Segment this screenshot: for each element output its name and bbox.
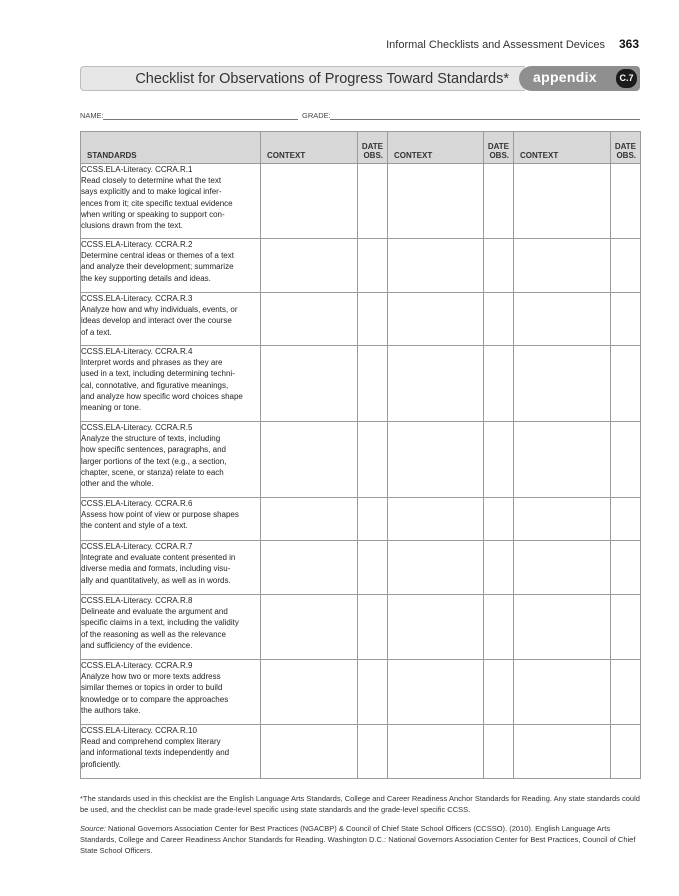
running-head [386,37,639,51]
table-header-row [81,132,641,164]
standard-description: Interpret words and phrases as they are used in a text, including determining techni- cal, connotative, and figurative meanings, and analyze how specific word choices shape meaning or tone. [81,358,243,413]
date-cell[interactable] [611,498,641,541]
standard-code: CCSS.ELA-Literacy. CCRA.R.8 [81,596,193,605]
standard-code: CCSS.ELA-Literacy. CCRA.R.7 [81,542,193,551]
context-cell[interactable] [514,498,611,541]
date-cell[interactable] [611,239,641,293]
source-text: National Governors Association Center for Best Practices (NGACBP) & Council of Chief State School Officers (CCSSO). (2010). English Language Arts Standards, College and Career Readiness Anchor Standards for Reading. Washington D.C.: National Governors Association Center for Best Practices, Council of Chief State School Officers. [80,824,636,855]
standard-description: Assess how point of view or purpose shapes the content and style of a text. [81,510,239,531]
standard-code: CCSS.ELA-Literacy. CCRA.R.1 [81,165,193,174]
standard-description: Determine central ideas or themes of a text and analyze their development; summarize the key supporting details and ideas. [81,251,234,283]
context-cell[interactable] [514,239,611,293]
context-cell[interactable] [514,346,611,422]
date-cell[interactable] [484,422,514,498]
context-cell[interactable] [261,725,358,779]
header-date-obs-1-text: DATE OBS. [361,142,383,160]
date-cell[interactable] [611,660,641,725]
standard-description: Delineate and evaluate the argument and specific claims in a text, including the validity of the reasoning as well as the relevance and sufficiency of the evidence. [81,607,239,650]
header-context-2: CONTEXT [388,132,484,164]
standard-code: CCSS.ELA-Literacy. CCRA.R.5 [81,423,193,432]
date-cell[interactable] [358,346,388,422]
date-cell[interactable] [358,541,388,595]
context-cell[interactable] [514,660,611,725]
page-title: Checklist for Observations of Progress Toward Standards* [135,71,509,87]
context-cell[interactable] [388,541,484,595]
context-cell[interactable] [261,541,358,595]
context-cell[interactable] [388,293,484,346]
table-row [81,239,641,293]
standard-code: CCSS.ELA-Literacy. CCRA.R.10 [81,726,197,735]
context-cell[interactable] [261,595,358,660]
standard-description: Read and comprehend complex literary and informational texts independently and proficiently. [81,737,230,769]
standard-cell [81,293,261,346]
context-cell[interactable] [388,346,484,422]
date-cell[interactable] [484,595,514,660]
context-cell[interactable] [261,422,358,498]
date-cell[interactable] [611,422,641,498]
standards-checklist-table [80,131,641,779]
source-label: Source: [80,824,106,833]
date-cell[interactable] [484,498,514,541]
context-cell[interactable] [261,239,358,293]
date-cell[interactable] [611,725,641,779]
date-cell[interactable] [611,541,641,595]
context-cell[interactable] [261,293,358,346]
date-cell[interactable] [484,293,514,346]
header-date-obs-2 [484,132,514,164]
context-cell[interactable] [388,595,484,660]
header-standards: STANDARDS [81,132,261,164]
context-cell[interactable] [388,660,484,725]
context-cell[interactable] [261,660,358,725]
standard-code: CCSS.ELA-Literacy. CCRA.R.2 [81,240,193,249]
header-date-obs-2-text: DATE OBS. [487,142,509,160]
footnote: *The standards used in this checklist are the English Language Arts Standards, College and Career Readiness Anchor Standards for Reading. Any state standards could be used, and the checklist can be made grade-level specific using state standards and the grade-level specific CCSS. [80,794,640,814]
title-bar [80,66,525,91]
standard-description: Analyze the structure of texts, including how specific sentences, paragraphs, and larger portions of the text (e.g., a section, chapter, scene, or stanza) relate to each other and the whole. [81,434,227,489]
context-cell[interactable] [388,422,484,498]
context-cell[interactable] [261,346,358,422]
date-cell[interactable] [358,498,388,541]
source-citation [80,823,640,856]
context-cell[interactable] [514,164,611,239]
standard-cell [81,595,261,660]
date-cell[interactable] [611,595,641,660]
standard-description: Read closely to determine what the text says explicitly and to make logical infer- ences from it; cite specific textual evidence when writing or speaking to support con- clusions drawn from the text. [81,176,233,231]
table-row [81,660,641,725]
table-row [81,725,641,779]
date-cell[interactable] [484,660,514,725]
standard-cell [81,660,261,725]
date-cell[interactable] [358,164,388,239]
grade-label: GRADE: [302,111,331,120]
date-cell[interactable] [484,541,514,595]
appendix-tab [519,66,640,91]
header-context-3: CONTEXT [514,132,611,164]
context-cell[interactable] [514,595,611,660]
standard-code: CCSS.ELA-Literacy. CCRA.R.3 [81,294,193,303]
date-cell[interactable] [358,239,388,293]
header-date-obs-1 [358,132,388,164]
date-cell[interactable] [358,660,388,725]
context-cell[interactable] [514,293,611,346]
standard-description: Integrate and evaluate content presented in diverse media and formats, including visu- ally and quantitatively, as well as in words. [81,553,236,585]
grade-field[interactable] [330,119,640,120]
appendix-label: appendix [533,69,597,85]
standard-code: CCSS.ELA-Literacy. CCRA.R.6 [81,499,193,508]
standard-cell [81,498,261,541]
standard-cell [81,346,261,422]
table-row [81,164,641,239]
context-cell[interactable] [388,164,484,239]
context-cell[interactable] [514,541,611,595]
context-cell[interactable] [261,164,358,239]
running-title: Informal Checklists and Assessment Devices [386,39,605,51]
context-cell[interactable] [514,422,611,498]
table-row [81,346,641,422]
name-label: NAME: [80,111,104,120]
context-cell[interactable] [514,725,611,779]
header-date-obs-3-text: DATE OBS. [614,142,636,160]
table-row [81,422,641,498]
header-context-1: CONTEXT [261,132,358,164]
context-cell[interactable] [388,498,484,541]
standard-cell [81,541,261,595]
date-cell[interactable] [611,164,641,239]
appendix-code-badge: C.7 [616,69,637,88]
standard-cell [81,422,261,498]
date-cell[interactable] [358,725,388,779]
standard-cell [81,239,261,293]
header-date-obs-3 [611,132,641,164]
standard-cell [81,164,261,239]
date-cell[interactable] [484,239,514,293]
name-field[interactable] [103,119,298,120]
date-cell[interactable] [484,725,514,779]
context-cell[interactable] [388,239,484,293]
context-cell[interactable] [261,498,358,541]
page-number: 363 [618,37,639,51]
table-row [81,293,641,346]
standard-code: CCSS.ELA-Literacy. CCRA.R.9 [81,661,193,670]
date-cell[interactable] [611,346,641,422]
date-cell[interactable] [484,346,514,422]
date-cell[interactable] [358,293,388,346]
date-cell[interactable] [358,422,388,498]
standard-description: Analyze how and why individuals, events, or ideas develop and interact over the course of a text. [81,305,238,337]
context-cell[interactable] [388,725,484,779]
table-row [81,498,641,541]
table-row [81,595,641,660]
standard-code: CCSS.ELA-Literacy. CCRA.R.4 [81,347,193,356]
date-cell[interactable] [484,164,514,239]
date-cell[interactable] [611,293,641,346]
date-cell[interactable] [358,595,388,660]
standard-description: Analyze how two or more texts address similar themes or topics in order to build knowledge or to compare the approaches the authors take. [81,672,229,715]
standard-cell [81,725,261,779]
table-row [81,541,641,595]
